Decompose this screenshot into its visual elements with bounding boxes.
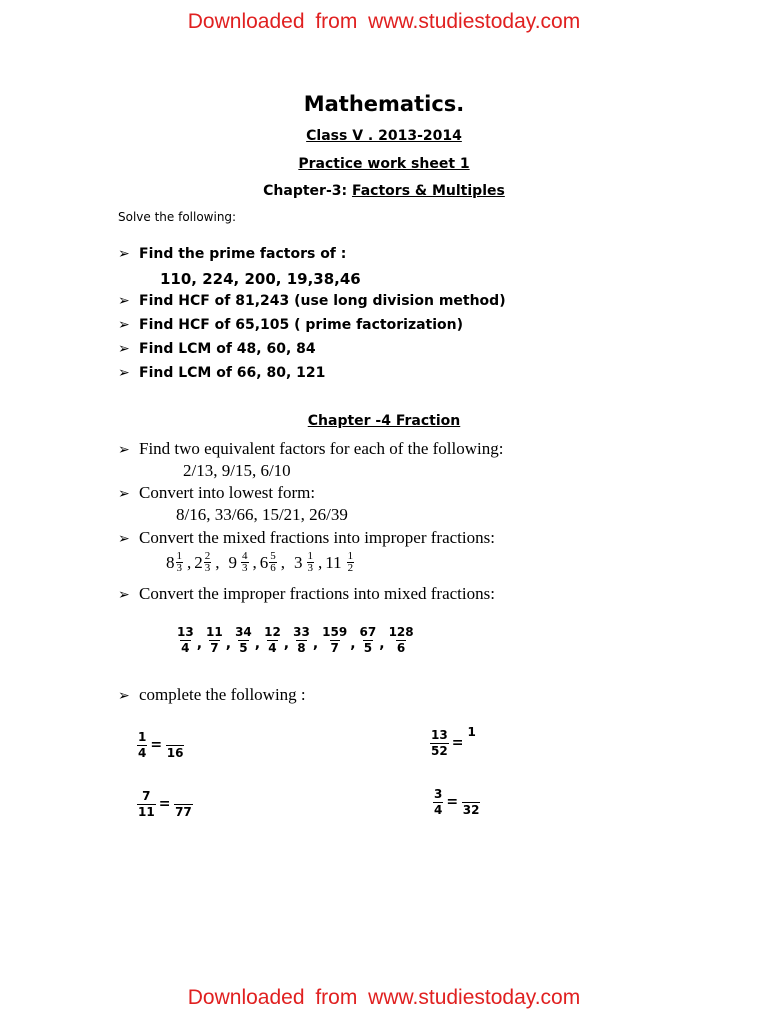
equals-sign: = [158,796,171,813]
comma: , [254,636,261,653]
bullet-arrow-icon: ➢ [118,365,130,381]
comma: , [350,636,356,653]
numerator: 67 [359,625,377,639]
denominator: 11 [138,804,155,819]
denominator: 3 [204,562,211,574]
fraction [204,551,212,574]
denominator: 8 [297,640,306,655]
numerator: 11 [206,625,223,639]
mixed-fraction [229,551,260,574]
page-title: Mathematics. [303,92,465,116]
chapter4-heading: Chapter -4 Fraction [307,413,461,429]
fraction [137,731,147,759]
whole-part: 11 [325,552,342,572]
numerator: 13 [177,625,194,639]
numerator: 159 [322,625,348,639]
worksheet-title: Practice work sheet 1 [298,156,470,172]
whole-part: 3 [294,552,303,572]
denominator: 4 [268,640,277,655]
separator: , [252,552,257,572]
download-banner-bottom[interactable]: Downloaded from www.studiestoday.com [187,986,581,1009]
mixed-fraction [294,551,325,574]
ch4-question-3-text: Convert the mixed fractions into improper fractions: [139,528,495,547]
improper-fractions-list [176,626,415,654]
numerator: 2 [204,550,211,562]
answer-blank[interactable] [165,731,185,760]
denominator: 4 [138,745,147,760]
ch4-question-5 [118,685,306,705]
denominator: 6 [396,640,406,655]
blank-numerator [461,788,481,802]
fraction [269,551,277,574]
fraction [307,551,315,574]
ch3-question-1 [118,246,346,262]
fraction [137,790,156,818]
bullet-arrow-icon: ➢ [118,486,130,502]
equation-4 [433,788,481,817]
download-banner-top[interactable]: Downloaded from www.studiestoday.com [187,10,581,33]
answer-blank[interactable] [466,726,486,741]
fraction [430,729,449,757]
chapter3-title: Factors & Multiples [351,183,505,199]
denominator: 3 [176,562,182,574]
denominator: 4 [434,802,443,817]
ch3-question-3 [118,317,463,333]
fraction [359,626,378,654]
class-line: Class V . 2013-2014 [306,128,462,144]
comma: , [379,636,385,653]
numerator: 128 [388,625,414,639]
ch3-question-2 [118,293,506,309]
denominator: 7 [210,640,219,655]
fraction [241,551,249,574]
ch3-question-5 [118,365,325,381]
chapter3-heading [0,183,768,199]
denominator: 6 [270,562,276,574]
mixed-fraction [260,551,288,574]
ch4-question-2 [118,483,315,503]
bullet-arrow-icon: ➢ [118,317,130,333]
equation-3 [137,790,193,819]
denominator: 4 [181,640,190,655]
comma: , [225,636,232,653]
fraction [205,626,224,654]
fraction [263,626,282,654]
ch4-question-1-values: 2/13, 9/15, 6/10 [183,461,291,480]
numerator: 1 [307,550,313,562]
mixed-fractions-list [166,551,361,574]
separator: , [280,552,285,572]
denominator: 2 [347,562,354,574]
answer-blank[interactable] [173,790,193,819]
ch4-question-5-text: complete the following : [139,685,306,704]
numerator: 1 [138,730,147,745]
blank-numerator [165,731,185,745]
ch4-question-2-text: Convert into lowest form: [139,483,316,502]
denominator: 5 [239,640,248,655]
ch4-question-4 [118,584,495,604]
equals-sign: = [150,737,163,754]
whole-part: 6 [259,552,269,572]
fraction [176,626,195,654]
bullet-arrow-icon: ➢ [118,531,130,547]
ch4-question-2-values: 8/16, 33/66, 15/21, 26/39 [176,505,348,524]
ch4-question-1 [118,439,503,459]
mixed-fraction [166,551,194,574]
denominator: 77 [175,805,192,819]
numerator: 1 [176,550,182,562]
equals-sign: = [451,735,464,752]
mixed-fraction [325,551,361,574]
denominator: 16 [166,746,184,760]
fraction [176,551,184,574]
ch3-question-1-text: Find the prime factors of : [139,246,347,262]
numerator: 33 [293,625,310,639]
bullet-arrow-icon: ➢ [118,246,130,262]
numerator: 12 [264,625,281,639]
numerator: 13 [431,728,448,742]
separator: , [215,552,220,572]
ch3-question-4 [118,341,316,357]
fraction [292,626,311,654]
fraction [347,551,355,574]
denominator: 5 [363,640,373,655]
ch3-question-4-text: Find LCM of 48, 60, 84 [139,341,316,357]
denominator: 7 [330,640,339,655]
comma: , [312,636,319,653]
ch3-question-3-text: Find HCF of 65,105 ( prime factorization) [139,317,464,333]
bullet-arrow-icon: ➢ [118,688,130,704]
instruction-text: Solve the following: [118,210,237,224]
blank-numerator [173,790,193,804]
separator: , [187,552,192,572]
comma: , [196,636,203,653]
numerator: 7 [142,789,151,804]
comma: , [283,636,290,653]
denominator: 52 [431,743,448,758]
ch3-question-5-text: Find LCM of 66, 80, 121 [139,365,326,381]
bullet-arrow-icon: ➢ [118,442,130,458]
mixed-fraction [194,551,222,574]
whole-part: 8 [166,552,175,572]
whole-part: 9 [228,552,237,572]
ch4-question-4-text: Convert the improper fractions into mixed fractions: [139,584,495,603]
numerator: 5 [270,550,276,562]
numerator: 34 [235,625,252,639]
denominator: 32 [462,803,480,817]
chapter3-prefix: Chapter-3: [263,183,352,199]
ch4-question-3 [118,528,495,548]
numerator: 3 [434,787,443,802]
ch4-question-1-text: Find two equivalent factors for each of the following: [139,439,504,458]
equals-sign: = [446,794,459,811]
bullet-arrow-icon: ➢ [118,587,130,603]
bullet-arrow-icon: ➢ [118,293,130,309]
denominator: 3 [242,562,248,574]
ch3-question-1-values: 110, 224, 200, 19,38,46 [160,270,361,288]
answer-blank[interactable] [461,788,481,817]
numerator: 1 [347,550,354,562]
bullet-arrow-icon: ➢ [118,341,130,357]
numerator: 1 [467,724,476,739]
separator: , [318,552,323,572]
fraction [433,788,443,816]
fraction [321,626,348,654]
equation-1 [137,731,185,760]
equation-2 [430,724,486,758]
fraction [388,626,415,654]
denominator: 3 [307,562,313,574]
fraction [234,626,253,654]
numerator: 4 [242,550,248,562]
whole-part: 2 [194,552,203,572]
ch3-question-2-text: Find HCF of 81,243 (use long division method) [139,293,506,309]
